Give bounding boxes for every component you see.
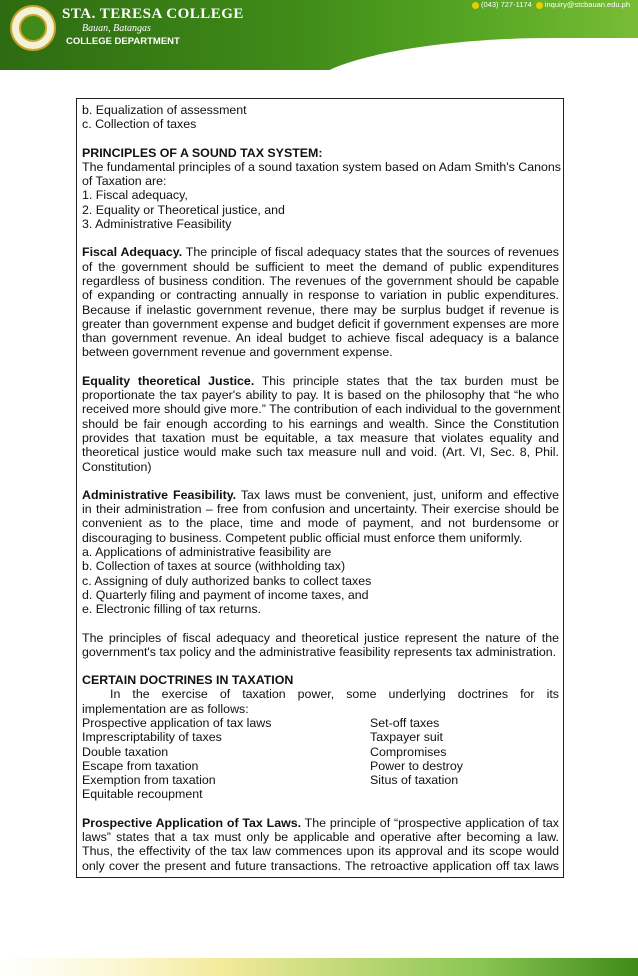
text-span: This principle states that the tax burden must be <box>261 373 560 388</box>
text-line: The principles of fiscal adequacy and theoretical justice represent the nature of the <box>82 630 559 645</box>
list-item: a. Applications of administrative feasibility are <box>82 545 332 560</box>
text-line: implementation are as follows: <box>82 701 249 716</box>
text-line: Thus, the effectivity of the tax law commences upon its approval and its scope would <box>82 844 559 859</box>
list-item: 1. Fiscal adequacy, <box>82 188 188 203</box>
text-line: of expanding or contracting annually in response to variation in public expenditures. <box>82 288 559 303</box>
doctrine-item: Set-off taxes <box>370 715 440 730</box>
list-item: c. Collection of taxes <box>82 117 197 132</box>
text-line: of the government should be sufficient to meet the demand of public expenditures <box>82 259 559 274</box>
text-line <box>82 687 559 701</box>
list-item: b. Collection of taxes at source (withholding tax) <box>82 559 346 574</box>
doctrine-row <box>82 745 559 759</box>
phone-icon <box>472 2 479 9</box>
text-line: should be fair enough according to his earnings and wealth. Since the Constitution <box>82 416 559 431</box>
text-line: regardless of business condition. The revenues of the government should be capable <box>82 273 559 288</box>
doctrine-row <box>82 716 559 730</box>
text-line: greater than government expense and budget deficit if government expenses are more <box>82 316 559 331</box>
doctrine-item: Escape from taxation <box>82 758 199 773</box>
text-line: Because if inelastic government revenue, there may be surplus budget if revenue is <box>82 302 559 317</box>
section-heading: PRINCIPLES OF A SOUND TAX SYSTEM: <box>82 145 323 160</box>
department-name: COLLEGE DEPARTMENT <box>66 36 180 47</box>
doctrine-item: Prospective application of tax laws <box>82 715 272 730</box>
text-line: discouraging to business. Competent public official must enforce them uniformly. <box>82 530 523 545</box>
email-icon <box>536 2 543 9</box>
doctrine-item: Situs of taxation <box>370 773 459 788</box>
doctrine-item: Imprescriptability of taxes <box>82 730 222 745</box>
text-line: of Taxation are: <box>82 174 167 189</box>
text-line: government's tax policy and the administrative feasibility represents tax administration. <box>82 644 557 659</box>
letterhead <box>0 0 638 74</box>
doctrine-item: Power to destroy <box>370 758 463 773</box>
text-line: provides that taxation must be equitable, a tax measure that violates equality and <box>82 430 559 445</box>
text-line: only cover the present and future transactions. The retroactive application off tax laws <box>82 858 559 873</box>
school-seal-icon <box>10 5 56 51</box>
list-item: d. Quarterly filing and payment of income taxes, and <box>82 587 369 602</box>
doctrine-row <box>82 787 559 801</box>
school-location: Bauan, Batangas <box>82 23 151 34</box>
text-span: The principle of “prospective application of tax <box>304 815 559 830</box>
list-item: c. Assigning of duly authorized banks to collect taxes <box>82 573 372 588</box>
text-line: Constitution) <box>82 459 152 474</box>
paragraph-title: Administrative Feasibility. <box>82 487 237 502</box>
text-span: In the exercise of taxation power, some underlying doctrines for its <box>110 687 559 702</box>
doctrine-item: Compromises <box>370 744 447 759</box>
list-item: 3. Administrative Feasibility <box>82 217 232 232</box>
content-box <box>76 98 564 878</box>
section-heading: CERTAIN DOCTRINES IN TAXATION <box>82 673 294 688</box>
text-line: laws” states that a tax must only be applicable and operative after becoming a law. <box>82 830 559 845</box>
text-line: theoretical justice would make such tax measure null and void. (Art. VI, Sec. 8, Phil. <box>82 445 559 460</box>
text-line: than government revenue. An ideal budget to achieve fiscal adequacy is a balance <box>82 331 559 346</box>
doctrine-item: Double taxation <box>82 744 169 759</box>
list-item: e. Electronic filling of tax returns. <box>82 602 262 617</box>
text-line <box>82 245 559 259</box>
text-line: received more should give more.” The contribution of each individual to the government <box>82 402 561 417</box>
text-span: Tax laws must be convenient, just, uniform and effective <box>240 487 560 502</box>
phone-number: (043) 727-1174 <box>481 0 532 9</box>
list-item: b. Equalization of assessment <box>82 103 247 117</box>
doctrine-row <box>82 730 559 744</box>
contact-info <box>470 0 630 9</box>
doctrine-row <box>82 773 559 787</box>
text-line: in their administration – free from confusion and uncertainty. Their exercise should be <box>82 502 559 517</box>
doctrine-item: Taxpayer suit <box>370 730 443 745</box>
text-line <box>82 488 559 502</box>
footer-band <box>0 958 638 976</box>
school-name: STA. TERESA COLLEGE <box>62 6 244 22</box>
text-line: convenient as to the place, time and mode of payment, and not burdensome or <box>82 516 559 531</box>
text-line: proportionate the tax payer's ability to pay. It is based on the philosophy that “he who <box>82 388 559 403</box>
paragraph-title: Equality theoretical Justice. <box>82 373 255 388</box>
doctrine-item: Exemption from taxation <box>82 773 216 788</box>
email-address[interactable]: inquiry@stcbauan.edu.ph <box>544 0 630 9</box>
text-line: The fundamental principles of a sound taxation system based on Adam Smith's Canons <box>82 159 561 174</box>
doctrine-row <box>82 759 559 773</box>
list-item: 2. Equality or Theoretical justice, and <box>82 202 285 217</box>
text-line <box>82 816 559 830</box>
text-line: between government revenue and government expense. <box>82 345 393 360</box>
doctrine-item: Equitable recoupment <box>82 787 203 802</box>
paragraph-title: Fiscal Adequacy. <box>82 245 183 260</box>
paragraph-title: Prospective Application of Tax Laws. <box>82 815 302 830</box>
text-line <box>82 374 559 388</box>
text-span: The principle of fiscal adequacy states that the sources of revenues <box>185 245 559 260</box>
